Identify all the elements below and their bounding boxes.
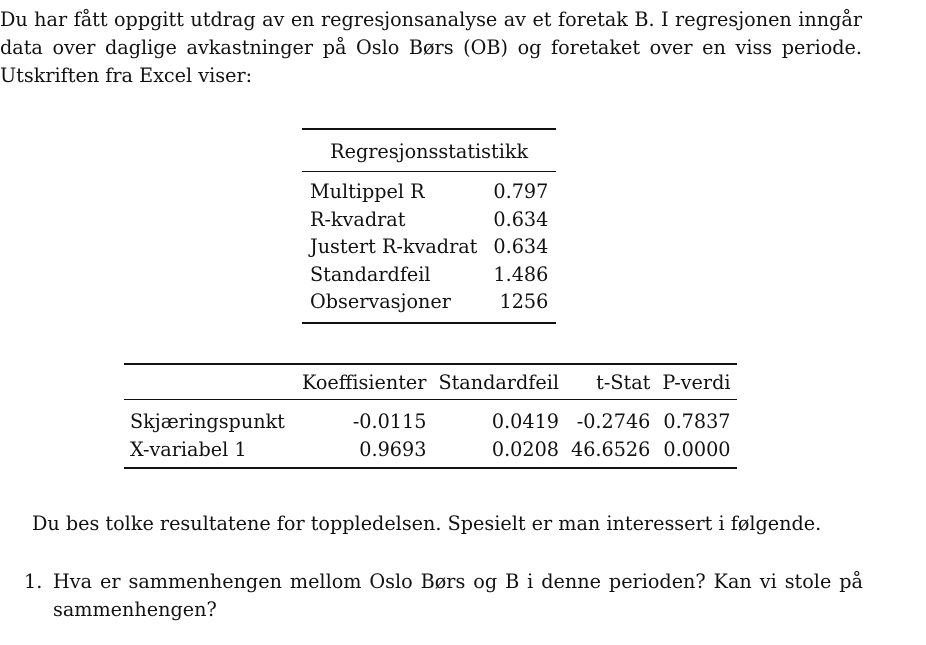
intro-paragraph xyxy=(0,6,900,90)
stat-value: 1.486 xyxy=(493,262,549,286)
stat-value: 1256 xyxy=(485,288,556,323)
coef-header-standardfeil: Standardfeil xyxy=(432,364,565,400)
question-text xyxy=(53,568,863,624)
table-row xyxy=(302,233,556,261)
request-paragraph: Du bes tolke resultatene for toppledelsen. Spesielt er man interessert i følgende. xyxy=(32,512,822,535)
coef-header-koeffisienter: Koeffisienter xyxy=(296,364,432,400)
table-row xyxy=(124,400,737,436)
stat-value: 0.634 xyxy=(493,235,549,259)
intro-line-2: data over daglige avkastninger på Oslo Børs (OB) og foretaket over en viss periode. xyxy=(0,36,862,59)
t-value: 46.6526 xyxy=(565,436,656,469)
table-row xyxy=(302,206,556,234)
regression-statistics-table xyxy=(302,128,556,324)
coef-value: 0.9693 xyxy=(296,436,432,469)
question-line-2: sammenhengen? xyxy=(53,598,217,621)
stat-value: 0.634 xyxy=(493,207,549,231)
table-row xyxy=(302,288,556,323)
table-row xyxy=(302,261,556,289)
stat-label: Standardfeil xyxy=(310,262,431,286)
stat-label: R-kvadrat xyxy=(310,207,406,231)
p-value: 0.7837 xyxy=(663,410,731,433)
coef-header-empty xyxy=(124,364,296,400)
stat-label: Observasjoner xyxy=(302,288,485,323)
question-item xyxy=(24,568,884,624)
regression-statistics-header: Regresjonsstatistikk xyxy=(302,129,556,172)
table-row xyxy=(124,436,737,469)
table-row xyxy=(302,172,556,206)
intro-line-1: Du har fått oppgitt utdrag av en regresjonsanalyse av et foretak B. I regresjonen inngår xyxy=(0,8,862,31)
question-number: 1. xyxy=(24,570,43,593)
coef-header-p-verdi: P-verdi xyxy=(656,364,736,400)
coefficients-table xyxy=(124,363,737,469)
se-value: 0.0419 xyxy=(491,410,559,433)
stat-value: 0.797 xyxy=(493,180,549,203)
t-value: -0.2746 xyxy=(576,410,651,433)
coef-value: -0.0115 xyxy=(352,410,427,433)
stat-label: Multippel R xyxy=(310,180,425,203)
question-line-1: Hva er sammenhengen mellom Oslo Børs og B i denne perioden? Kan vi stole på xyxy=(53,570,863,593)
intro-line-3: Utskriften fra Excel viser: xyxy=(0,64,253,87)
coef-row-label: X-variabel 1 xyxy=(124,436,296,469)
coef-header-t-stat: t-Stat xyxy=(565,364,656,400)
se-value: 0.0208 xyxy=(432,436,565,469)
p-value: 0.0000 xyxy=(656,436,736,469)
stat-label: Justert R-kvadrat xyxy=(310,235,478,259)
coef-row-label: Skjæringspunkt xyxy=(130,410,285,433)
